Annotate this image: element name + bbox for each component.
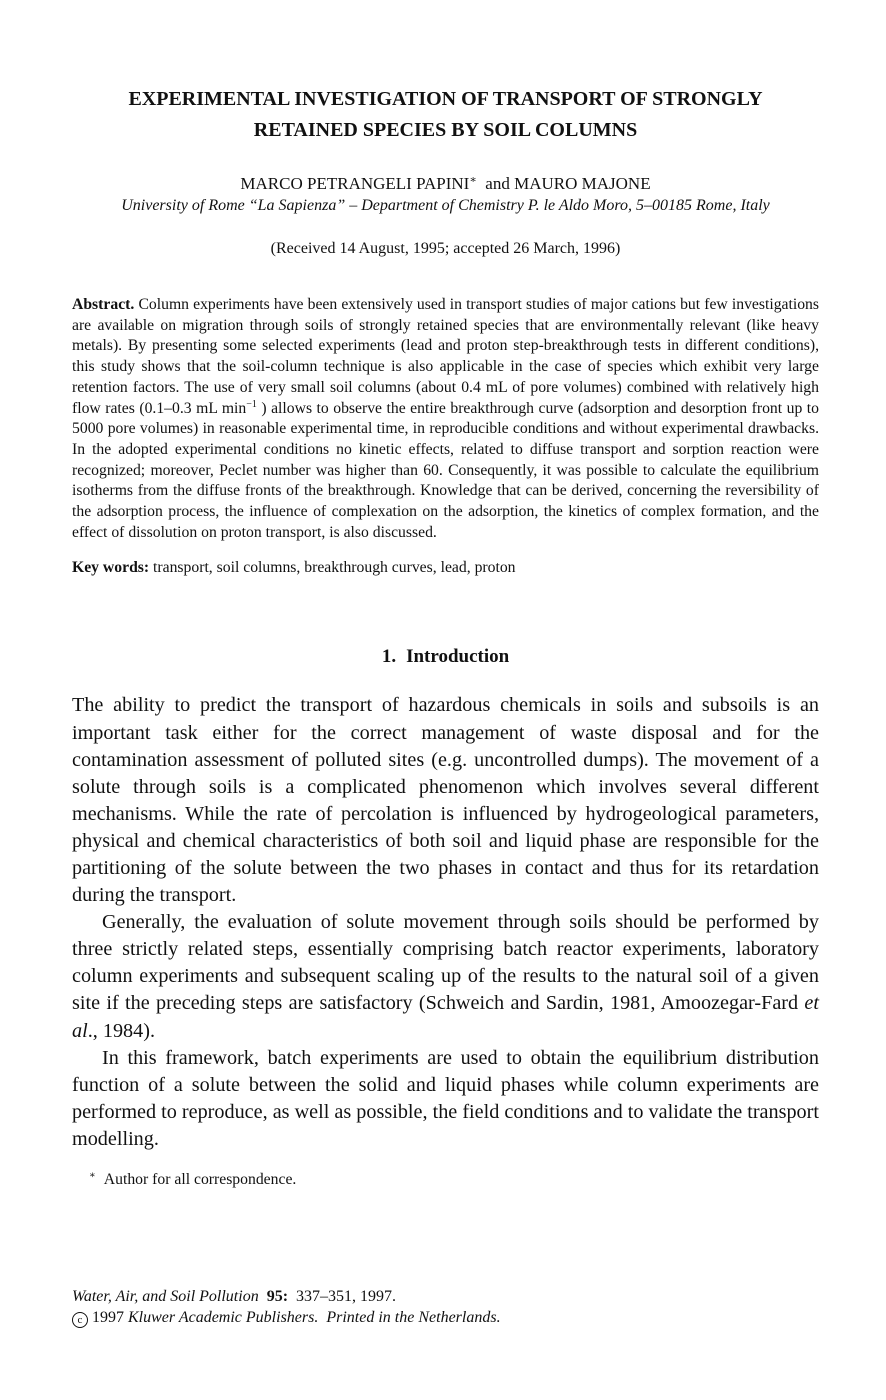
section-heading [72, 645, 819, 669]
affiliation: University of Rome “La Sapienza” – Department of Chemistry P. le Aldo Moro, 5–00185 Rome, Italy [121, 197, 770, 214]
author-list [72, 173, 819, 194]
section-title: Introduction [406, 646, 510, 668]
paragraph-3: In this framework, batch experiments are used to obtain the equilibrium distribution function of a solute between the solid and liquid phases while column experiments are performed to reproduce, as well as possible, the field conditions and to validate the transport modelling. [72, 1046, 819, 1150]
abstract-superscript: −1 [246, 398, 257, 410]
publisher: Kluwer Academic Publishers. [128, 1309, 319, 1326]
keywords-label: Key words: [72, 559, 150, 577]
paragraph-2-end: ., 1984). [87, 1019, 155, 1042]
section-number: 1. [381, 646, 397, 668]
footnote-mark: ∗ [89, 1170, 96, 1182]
abstract-text-part-1: Column experiments have been extensively used in transport studies of major cations but few investigations are available on migration through soils of strongly retained species that are environmentally relevant (like heavy metals). By presenting some selected experiments (lead and proton step-breakthrough tests in different conditions), this study shows that the soil-column technique is also applicable in the case of species which exhibit very large retention factors. The use of very small soil columns (about 0.4 mL of pore volumes) combined with relatively high flow rates (0.1–0.3 mL min [72, 296, 820, 417]
footnote [72, 1170, 819, 1190]
abstract-label: Abstract. [72, 296, 135, 313]
author-2: MAURO MAJONE [514, 174, 651, 193]
copyright-year: 1997 [92, 1309, 124, 1326]
paragraph-1: The ability to predict the transport of hazardous chemicals in soils and subsoils is an important task either for the correct management of waste disposal and for the contamination assessment of polluted sites (e.g. uncontrolled dumps). The movement of a solute through soils is a complicated phenomenon which involves several different mechanisms. While the rate of percolation is influenced by hydrogeological parameters, physical and chemical characteristics of both soil and liquid phase are responsible for the partitioning of the solute between the two phases in contact and thus for its retardation during the transport. [72, 694, 819, 907]
author-joiner: and [485, 174, 510, 193]
received-dates: (Received 14 August, 1995; accepted 26 March, 1996) [270, 240, 621, 257]
author-1: MARCO PETRANGELI PAPINI [240, 174, 470, 193]
journal-line-1 [72, 1286, 501, 1307]
title-line-1: EXPERIMENTAL INVESTIGATION OF TRANSPORT OF STRONGLY [128, 88, 763, 110]
copyright-icon: c [72, 1312, 88, 1328]
footnote-text: Author for all correspondence. [103, 1171, 297, 1189]
journal-volume: 95: [266, 1288, 289, 1305]
paragraph-2 [72, 909, 819, 1044]
keywords-text: transport, soil columns, breakthrough curves, lead, proton [153, 559, 516, 577]
paper-title [72, 84, 819, 146]
journal-line-2 [72, 1307, 501, 1328]
abstract-text-part-2: ) allows to observe the entire breakthrough curve (adsorption and desorption front up to 5000 pore volumes) in reasonable experimental time, in reproducible conditions and without experimental drawbacks. In the adopted experimental conditions no kinetic effects, related to diffuse transport and sorption reaction were recognized; moreover, Peclet number was higher than 60. Consequently, it was possible to calculate the equilibrium isotherms from the diffuse fronts of the breakthrough. Knowledge that can be derived, concerning the reversibility of the adsorption process, the influence of complexation on the adsorption, the kinetics of complex formation, and the effect of dissolution on proton transport, is also discussed. [72, 399, 819, 541]
journal-pages: 337–351, 1997. [296, 1288, 397, 1305]
body-text [72, 692, 819, 1153]
journal-name: Water, Air, and Soil Pollution [72, 1288, 259, 1305]
paragraph-2-italic: et al [72, 992, 819, 1042]
journal-citation [72, 1286, 501, 1328]
printed-location: Printed in the Netherlands. [326, 1309, 501, 1326]
keywords [72, 557, 819, 578]
title-line-2: RETAINED SPECIES BY SOIL COLUMNS [253, 119, 638, 141]
author-1-footnote-mark: ∗ [469, 174, 477, 186]
paragraph-2-text: Generally, the evaluation of solute movement through soils should be performed by three strictly related steps, essentially comprising batch reactor experiments, laboratory column experiments and subsequent scaling up of the results to the natural soil of a given site if the preceding steps are satisfactory (Schweich and Sardin, 1981, Amoozegar-Fard [72, 911, 819, 1015]
paper-page [72, 84, 819, 1190]
abstract [72, 295, 819, 543]
